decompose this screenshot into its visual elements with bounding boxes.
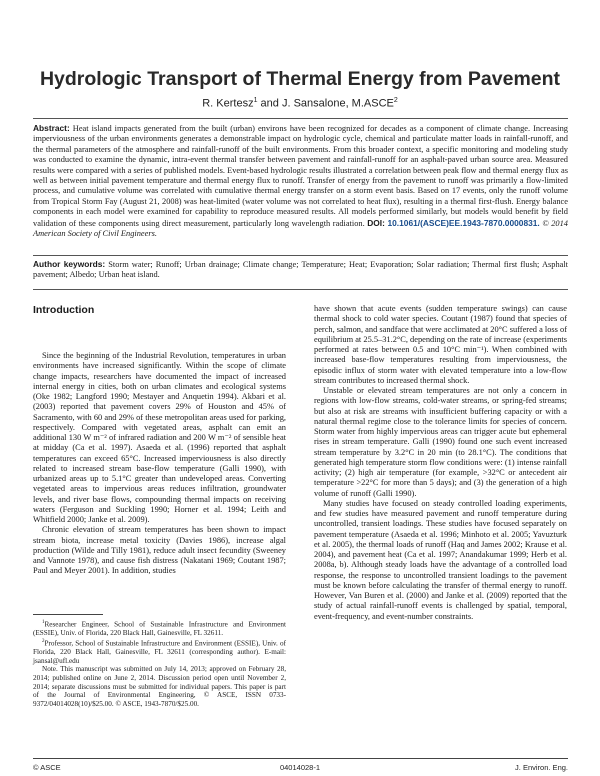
footer-journal: J. Environ. Eng. bbox=[515, 763, 568, 772]
footer-page-number: 04014028-1 bbox=[279, 763, 321, 772]
right-paragraph-3: Many studies have focused on steady controlled loading experiments, and few studies have measured pavement and runoff temperature during uncontrolled, transient loadings. These studies have focused separately on pavement temperature (Asaeda et al. 1996; Minhoto et al. 2005; Yavuzturk et al. 2005), the thermal loads of runoff (Haq and James 2002; Krause et al. 2004), and pavement heat (Ca et al. 1997; Anandakumar 1999; Herb et al. 2008a, b). Although steady loads have the advantage of a controlled load response, the response to uncontrolled transient loadings to the pavement must be known before calculating the transfer of thermal energy to runoff. However, Van Buren et al. (2000) and Janke et al. (2009) reported that the study of actual rainfall-runoff events is challenged by spatial, temporal, event-frequency, and event-number constraints. bbox=[314, 498, 567, 621]
section-heading-introduction: Introduction bbox=[33, 304, 95, 316]
keywords-text: Storm water; Runoff; Urban drainage; Climate change; Temperature; Heat; Evaporation; Solar radiation; Thermal first flush; Asphalt pavement; Albedo; Urban heat island. bbox=[33, 260, 568, 280]
footnote-1-mark: 1 bbox=[42, 620, 45, 625]
right-paragraph-2: Unstable or elevated stream temperatures are not only a concern in regions with low-flow streams, cold-water streams, or spring-fed streams; but also at risk are streams with insufficient buffering capacity or with a natural thermal regime close to the tolerance limits for species of concern. Storm water from highly impervious areas can trigger acute but ephemeral rises in stream temperature. Galli (1990) found one such event increased stream temperature by 3.2°C in 20 min (to 28.1°C). The conditions that generated high temperature storm flow conditions were: (1) intense rainfall activity; (2) high air temperature (for example, >32°C or antecedent air temperature >22°C for more than 5 days); and (3) the generation of a high volume of runoff (Galli 1990). bbox=[314, 386, 567, 498]
abstract bbox=[33, 123, 568, 239]
right-column bbox=[314, 304, 567, 622]
paper-title: Hydrologic Transport of Thermal Energy from Pavement bbox=[39, 68, 561, 90]
author-1-affiliation-mark: 1 bbox=[253, 97, 258, 104]
footnote-1: Researcher Engineer, School of Sustainable Infrastructure and Environment (ESSIE), Univ. of Florida, 220 Black Hall, Gainesville, FL 32611. bbox=[33, 620, 286, 638]
doi-label: DOI: bbox=[367, 217, 385, 228]
footnote-2-mark: 2 bbox=[42, 638, 45, 644]
author-1: R. Kertesz bbox=[202, 97, 254, 110]
footer-publisher: © ASCE bbox=[33, 763, 61, 772]
author-keywords bbox=[33, 259, 568, 281]
doi-link[interactable]: 10.1061/(ASCE)EE.1943-7870.0000831. bbox=[387, 217, 540, 228]
keywords-label: Author keywords: bbox=[33, 259, 106, 269]
abstract-label: Abstract: bbox=[33, 123, 70, 133]
footnote-rule bbox=[33, 614, 103, 615]
keywords-bottom-rule bbox=[33, 289, 568, 290]
left-column bbox=[33, 351, 286, 577]
abstract-top-rule bbox=[33, 118, 568, 119]
submission-note: Note. This manuscript was submitted on July 14, 2013; approved on February 28, 2014; published online on June 2, 2014. Discussion period open until November 2, 2014; separate discussions must be submitted for individual papers. This paper is part of the Journal of Environmental Engineering, © ASCE, ISSN 0733-9372/04014028(10)/$25.00. © ASCE, 1943-7870/$25.00. bbox=[33, 665, 286, 709]
author-2-affiliation-mark: 2 bbox=[393, 97, 398, 104]
keywords-top-rule bbox=[33, 255, 568, 256]
author-2: and J. Sansalone, M.ASCE bbox=[257, 97, 394, 110]
author-line bbox=[0, 97, 600, 110]
abstract-text: Heat island impacts generated from the built (urban) environs have been recognized for decades as a component of climate change. Increasing imperviousness of the urban environments generates a demonstrable impact on hydrologic cycle, chemical and particulate matter loads in rainfall-runoff, and the thermal parameters of the atmosphere and rainfall-runoff of the built environments. From this broader context, a specific monitoring and modeling study was conducted to examine the dynamic, intra-event thermal transfer between pavement and rainfall-runoff for an asphalt-paved urban source area. Measured results were compared with a series of published models. Event-based hydrologic results illustrated a correlation between peak flow and thermal energy flux as well as between initial pavement temperature and thermal energy flux to runoff. Transfer of energy from the pavement to runoff was primarily a flow-limited process, and cumulative volume was correlated with cumulative thermal energy transfer on a storm event basis. Based on 17 events, only the runoff volume from Tropical Storm Fay (August 21, 2008) was heat-limited (water volume was not correlated to heat flux), resulting in a thermal first-flush. Energy balance components in each model were examined for capability to reproduce measured results. All models performed similarly, but models would benefit by field validation of these components using direct measurement, particularly long wavelength radiation. bbox=[33, 124, 568, 228]
footnote-2: Professor, School of Sustainable Infrastructure and Environment (ESSIE), Univ. of Florida, 220 Black Hall, Gainesville, FL 32611 (corresponding author). E-mail: jsansal@ufl.edu bbox=[33, 639, 286, 665]
intro-paragraph-1: Since the beginning of the Industrial Revolution, temperatures in urban environments have increased significantly. Within the scope of climate change impacts, researchers have documented the impact of increased internal energy in cities, both on urban climates and ecological systems (Oke 1982; Langford 1990; Mestayer and Anquetin 1994). Akbari et al. (2003) reported that pavement covers 29% of Houston and 45% of Sacramento, with 60 and 29% of these metropolitan areas used for parking, respectively. Compared with vegetated areas, asphalt can emit an additional 130 W m⁻² of infrared radiation and 200 W m⁻² of sensible heat at midday (Ca et al. 1997). Asaeda et al. (1996) reported that asphalt temperatures can exceed 65°C. Increased imperviousness is also directly related to increased stream base-flow temperature (Galli 1990), with urbanized areas up to 5.1°C greater than undeveloped areas. Converting vegetated areas to impervious areas reduces infiltration, groundwater levels, and river base flows, compounding thermal impacts on receiving waters (Ferguson and Suckling 1990; Horner et al. 1994; Leith and Whitfield 2000; Janke et al. 2009). bbox=[33, 351, 286, 524]
right-paragraph-1: have shown that acute events (sudden temperature swings) can cause thermal shock to cold water species. Coutant (1987) found that species of perch, salmon, and sandface that were acclimated at 20°C suffered a loss of equilibrium at 25.5–31.2°C, depending on the rate of increase (experiments performed at rates between 0.5 and 10°C min⁻¹). When combined with increased base-flow temperatures resulting from imperviousness, the episodic influx of storm water with elevated temperature into a low-flow stream contributes to increased thermal shock. bbox=[314, 304, 567, 385]
footer-rule bbox=[33, 758, 568, 759]
intro-paragraph-2: Chronic elevation of stream temperatures has been shown to impact stream biota, increase metal toxicity (Davies 1986), increase algal production (Wilde and Tilly 1981), reduce adult insect fecundity (Sweeney and Vannote 1978), and cause fish distress (Nakatani 1969; Coutant 1987; Paul and Meyer 2001). In addition, studies bbox=[33, 525, 286, 576]
copyright-notice: © 2014 American Society of Civil Engineers. bbox=[33, 218, 568, 239]
footnotes bbox=[33, 619, 286, 709]
